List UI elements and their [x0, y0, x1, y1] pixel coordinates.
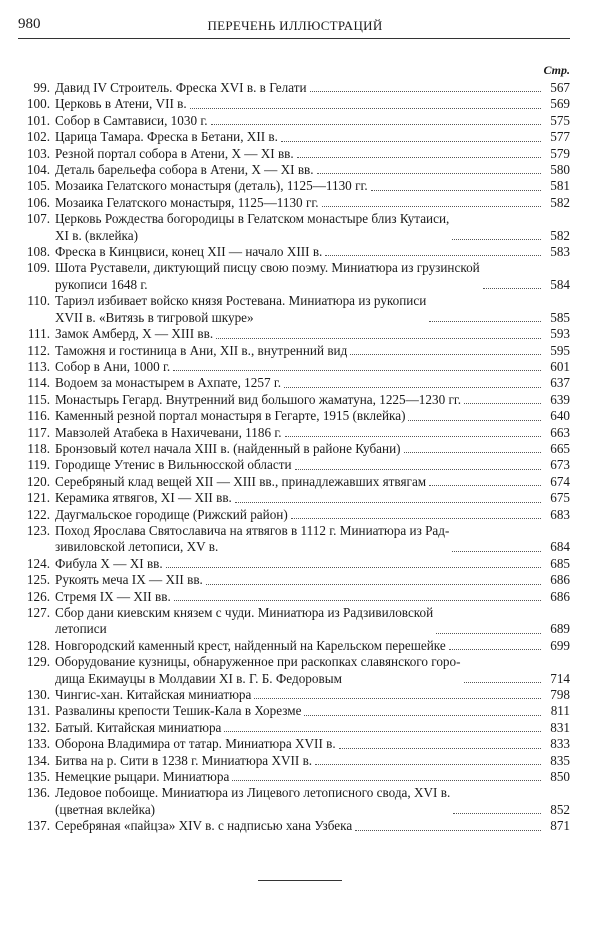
entry-number: 123. — [26, 522, 50, 538]
list-item — [18, 392, 570, 408]
entry-body — [55, 736, 544, 752]
entry-number: 99. — [33, 80, 50, 95]
entry-page: 683 — [550, 506, 570, 522]
footer-divider — [258, 880, 342, 881]
entry-page: 567 — [550, 80, 570, 95]
entry-body — [55, 572, 544, 588]
entry-title: Давид IV Строитель. Фреска XVI в. в Гелати — [55, 80, 307, 95]
entry-title: Собор в Самтависи, 1030 г. — [55, 112, 208, 128]
dot-leader — [453, 813, 541, 814]
list-item — [18, 703, 570, 719]
dot-leader — [310, 91, 541, 92]
entry-page: 684 — [550, 539, 570, 555]
entry-page: 871 — [550, 818, 570, 834]
entry-page: 665 — [550, 440, 570, 456]
dot-leader — [254, 698, 541, 699]
list-item — [18, 359, 570, 375]
entry-body — [55, 80, 544, 96]
dot-leader — [232, 780, 541, 781]
entry-title: Шота Руставели, диктующий писцу свою поэму. Миниатюра из грузинской рукописи 1648 г. — [55, 260, 480, 292]
entry-number: 135. — [26, 769, 50, 785]
list-item — [18, 589, 570, 605]
entry-number: 124. — [26, 555, 50, 571]
entry-body — [55, 113, 544, 129]
list-item — [18, 769, 570, 785]
entry-number: 132. — [26, 719, 50, 735]
entry-number: 115. — [27, 391, 50, 407]
entry-title: Новгородский каменный крест, найденный на Карельском перешейке — [55, 637, 446, 653]
list-item — [18, 129, 570, 145]
entry-title: Резной портал собора в Атени, X — XI вв. — [55, 145, 294, 161]
list-item — [18, 474, 570, 490]
illustration-list — [18, 80, 570, 835]
entry-body — [55, 654, 544, 687]
list-item — [18, 178, 570, 194]
entry-number: 117. — [27, 424, 50, 440]
dot-leader — [449, 649, 541, 650]
entry-number: 134. — [26, 752, 50, 768]
list-item — [18, 343, 570, 359]
entry-title: Водоем за монастырем в Ахпате, 1257 г. — [55, 375, 282, 391]
list-item — [18, 80, 570, 96]
entry-number: 119. — [27, 457, 50, 473]
entry-body — [55, 441, 544, 457]
entry-number: 136. — [26, 785, 50, 801]
entry-number: 114. — [27, 375, 50, 391]
entry-title: Мавзолей Атабека в Нахичевани, 1186 г. — [55, 424, 282, 440]
list-item — [18, 523, 570, 556]
entry-body — [55, 785, 544, 818]
entry-title: Батый. Китайская миниатюра — [55, 719, 222, 735]
entry-page: 686 — [550, 572, 570, 588]
entry-body — [55, 375, 544, 391]
entry-page: 569 — [550, 96, 570, 112]
entry-number: 121. — [26, 490, 50, 506]
entry-number: 105. — [26, 178, 50, 194]
dot-leader — [325, 255, 541, 256]
entry-body — [55, 129, 544, 145]
list-item — [18, 113, 570, 129]
entry-page: 584 — [550, 276, 570, 292]
dot-leader — [322, 206, 541, 207]
entry-title: Сбор дани киевским князем с чуди. Миниатюра из Радзивиловской летописи — [55, 605, 434, 637]
list-item — [18, 638, 570, 654]
dot-leader — [452, 239, 541, 240]
dot-leader — [429, 321, 541, 322]
entry-page: 601 — [550, 358, 570, 374]
entry-number: 122. — [26, 506, 50, 522]
entry-number: 116. — [27, 408, 50, 424]
entry-title: Мозаика Гелатского монастыря (деталь), 1125—1130 гг. — [55, 178, 368, 194]
dot-leader — [291, 518, 541, 519]
page-header — [18, 12, 572, 36]
entry-page: 582 — [550, 194, 570, 210]
entry-title: Чингис-хан. Китайская миниатюра — [55, 687, 252, 703]
dot-leader — [429, 485, 541, 486]
entry-body — [55, 211, 544, 244]
entry-title: Деталь барельефа собора в Атени, X — XI вв. — [55, 162, 314, 178]
entry-body — [55, 343, 544, 359]
entry-title: Таможня и гостиница в Ани, XII в., внутренний вид — [55, 342, 348, 358]
entry-body — [55, 457, 544, 473]
entry-page: 593 — [550, 326, 570, 342]
entry-title: Керамика ятвягов, XI — XII вв. — [55, 490, 232, 506]
list-item — [18, 195, 570, 211]
list-item — [18, 654, 570, 687]
entry-body — [55, 605, 544, 638]
entry-body — [55, 162, 544, 178]
entry-title: Даугмальское городище (Рижский район) — [55, 506, 288, 522]
entry-number: 102. — [26, 129, 50, 145]
dot-leader — [464, 682, 541, 683]
entry-page: 640 — [550, 408, 570, 424]
dot-leader — [174, 600, 541, 601]
entry-page: 581 — [550, 178, 570, 194]
dot-leader — [371, 190, 541, 191]
entry-body — [55, 96, 544, 112]
entry-page: 831 — [550, 719, 570, 735]
entry-body — [55, 425, 544, 441]
entry-page: 575 — [550, 112, 570, 128]
list-item — [18, 375, 570, 391]
list-item — [18, 441, 570, 457]
dot-leader — [285, 436, 541, 437]
entry-body — [55, 638, 544, 654]
entry-body — [55, 769, 544, 785]
entry-number: 118. — [27, 440, 50, 456]
entry-body — [55, 589, 544, 605]
entry-body — [55, 720, 544, 736]
entry-number: 130. — [26, 687, 50, 703]
list-item — [18, 326, 570, 342]
entry-number: 103. — [26, 145, 50, 161]
entry-title: Собор в Ани, 1000 г. — [55, 358, 171, 374]
dot-leader — [436, 633, 541, 634]
entry-page: 689 — [550, 621, 570, 637]
entry-page: 585 — [550, 309, 570, 325]
entry-title: Городище Утенис в Вильнюсской области — [55, 457, 292, 473]
list-item — [18, 507, 570, 523]
list-item — [18, 260, 570, 293]
entry-title: Немецкие рыцари. Миниатюра — [55, 769, 230, 785]
dot-leader — [452, 551, 541, 552]
entry-number: 131. — [26, 703, 50, 719]
entry-number: 137. — [26, 818, 50, 834]
dot-leader — [211, 124, 541, 125]
entry-number: 113. — [27, 358, 50, 374]
entry-page: 811 — [550, 703, 570, 719]
list-item — [18, 687, 570, 703]
list-item — [18, 818, 570, 834]
list-item — [18, 425, 570, 441]
list-item — [18, 605, 570, 638]
entry-title: Рукоять меча IX — XII вв. — [55, 572, 203, 588]
entry-page: 637 — [550, 375, 570, 391]
dot-leader — [224, 731, 541, 732]
entry-page: 835 — [550, 752, 570, 768]
entry-title: Фибула X — XI вв. — [55, 555, 163, 571]
entry-page: 579 — [550, 145, 570, 161]
entry-number: 110. — [27, 293, 50, 309]
list-item — [18, 146, 570, 162]
entry-number: 104. — [26, 162, 50, 178]
entry-title: Мозаика Гелатского монастыря, 1125—1130 гг. — [55, 194, 319, 210]
dot-leader — [173, 370, 541, 371]
entry-title: Оборудование кузницы, обнаруженное при раскопках славянского горо- дища Екимауцы в Молдавии XI в. Г. Б. Федоровым — [55, 654, 461, 686]
entry-number: 106. — [26, 194, 50, 210]
entry-body — [55, 818, 544, 834]
entry-page: 699 — [550, 637, 570, 653]
dot-leader — [281, 141, 541, 142]
entry-number: 120. — [26, 473, 50, 489]
dot-leader — [304, 715, 541, 716]
entry-title: Поход Ярослава Святославича на ятвягов в 1112 г. Миниатюра из Рад- зивиловской летописи, XV в. — [55, 522, 450, 555]
list-item — [18, 556, 570, 572]
list-item — [18, 408, 570, 424]
list-item — [18, 457, 570, 473]
entry-body — [55, 146, 544, 162]
entry-number: 128. — [26, 637, 50, 653]
dot-leader — [408, 420, 541, 421]
entry-number: 109. — [26, 260, 50, 276]
entry-page: 639 — [550, 391, 570, 407]
entry-number: 127. — [26, 605, 50, 620]
dot-leader — [166, 567, 541, 568]
dot-leader — [315, 764, 541, 765]
dot-leader — [339, 748, 541, 749]
entry-page: 675 — [550, 490, 570, 506]
running-title: ПЕРЕЧЕНЬ ИЛЛЮСТРАЦИЙ — [207, 18, 383, 33]
entry-page: 577 — [550, 129, 570, 145]
entry-body — [55, 753, 544, 769]
entry-title: Бронзовый котел начала XIII в. (найденный в районе Кубани) — [55, 440, 401, 456]
entry-number: 111. — [27, 326, 50, 342]
entry-page: 798 — [550, 687, 570, 703]
dot-leader — [317, 173, 541, 174]
entry-body — [55, 244, 544, 260]
entry-body — [55, 408, 544, 424]
list-item — [18, 96, 570, 112]
page-column-label: Стр. — [543, 63, 570, 77]
entry-title: Тариэл избивает войско князя Ростевана. Миниатюра из рукописи XVII в. «Витязь в тигровой шкуре» — [55, 293, 427, 325]
entry-page: 595 — [550, 342, 570, 358]
list-item — [18, 720, 570, 736]
entry-page: 580 — [550, 162, 570, 178]
dot-leader — [464, 403, 541, 404]
entry-title: Фреска в Кинцвиси, конец XII — начало XIII в. — [55, 244, 323, 260]
entry-page: 714 — [550, 670, 570, 686]
dot-leader — [355, 830, 541, 831]
entry-page: 850 — [550, 769, 570, 785]
entry-number: 107. — [26, 211, 50, 227]
entry-number: 133. — [26, 736, 50, 752]
entry-title: Ледовое побоище. Миниатюра из Лицевого летописного свода, XVI в. (цветная вклейка) — [55, 785, 451, 817]
entry-title: Стремя IX — XII вв. — [55, 588, 171, 604]
entry-title: Церковь в Атени, VII в. — [55, 96, 187, 112]
entry-page: 673 — [550, 457, 570, 473]
entry-title: Царица Тамара. Фреска в Бетани, XII в. — [55, 129, 278, 145]
entry-title: Серебряная «пайцза» XIV в. с надписью хана Узбека — [55, 818, 353, 834]
dot-leader — [297, 157, 541, 158]
dot-leader — [284, 387, 541, 388]
list-item — [18, 293, 570, 326]
list-item — [18, 490, 570, 506]
entry-body — [55, 359, 544, 375]
list-item — [18, 753, 570, 769]
entry-body — [55, 392, 544, 408]
entry-page: 852 — [550, 801, 570, 817]
entry-body — [55, 195, 544, 211]
list-item — [18, 785, 570, 818]
entry-title: Монастырь Гегард. Внутренний вид большого жаматуна, 1225—1230 гг. — [55, 391, 462, 407]
dot-leader — [350, 354, 541, 355]
entry-number: 100. — [26, 96, 50, 112]
entry-title: Замок Амберд, X — XIII вв. — [55, 326, 214, 342]
entry-body — [55, 687, 544, 703]
list-item — [18, 244, 570, 260]
entry-title: Развалины крепости Тешик-Кала в Хорезме — [55, 703, 302, 719]
dot-leader — [235, 502, 541, 503]
entry-body — [55, 523, 544, 556]
entry-page: 833 — [550, 736, 570, 752]
list-item — [18, 162, 570, 178]
entry-page: 685 — [550, 555, 570, 571]
list-item — [18, 736, 570, 752]
dot-leader — [483, 288, 541, 289]
entry-page: 583 — [550, 244, 570, 260]
dot-leader — [295, 469, 541, 470]
dot-leader — [190, 108, 541, 109]
entry-number: 129. — [26, 654, 50, 670]
dot-leader — [206, 584, 541, 585]
entry-title: Битва на р. Сити в 1238 г. Миниатюра XVII в. — [55, 752, 313, 768]
entry-body — [55, 178, 544, 194]
entry-number: 126. — [26, 588, 50, 604]
entry-number: 112. — [27, 342, 50, 358]
page-number: 980 — [18, 16, 41, 32]
entry-page: 686 — [550, 588, 570, 604]
entry-body — [55, 474, 544, 490]
entry-page: 582 — [550, 227, 570, 243]
entry-body — [55, 326, 544, 342]
dot-leader — [216, 338, 541, 339]
entry-number: 125. — [26, 572, 50, 588]
entry-title: Серебряный клад вещей XII — XIII вв., принадлежавших ятвягам — [55, 473, 427, 489]
entry-number: 101. — [26, 112, 50, 128]
entry-title: Церковь Рождества богородицы в Гелатском монастыре близ Кутаиси, XI в. (вклейка) — [55, 211, 450, 243]
entry-title: Каменный резной портал монастыря в Гегарте, 1915 (вклейка) — [55, 408, 406, 424]
list-item — [18, 211, 570, 244]
dot-leader — [404, 452, 541, 453]
entry-page: 674 — [550, 473, 570, 489]
entry-page: 663 — [550, 424, 570, 440]
entry-number: 108. — [26, 244, 50, 260]
entry-body — [55, 260, 544, 293]
entry-body — [55, 556, 544, 572]
entry-title: Оборона Владимира от татар. Миниатюра XVII в. — [55, 736, 336, 752]
header-divider — [18, 38, 570, 39]
entry-body — [55, 703, 544, 719]
list-item — [18, 572, 570, 588]
entry-body — [55, 507, 544, 523]
entry-body — [55, 490, 544, 506]
entry-body — [55, 293, 544, 326]
